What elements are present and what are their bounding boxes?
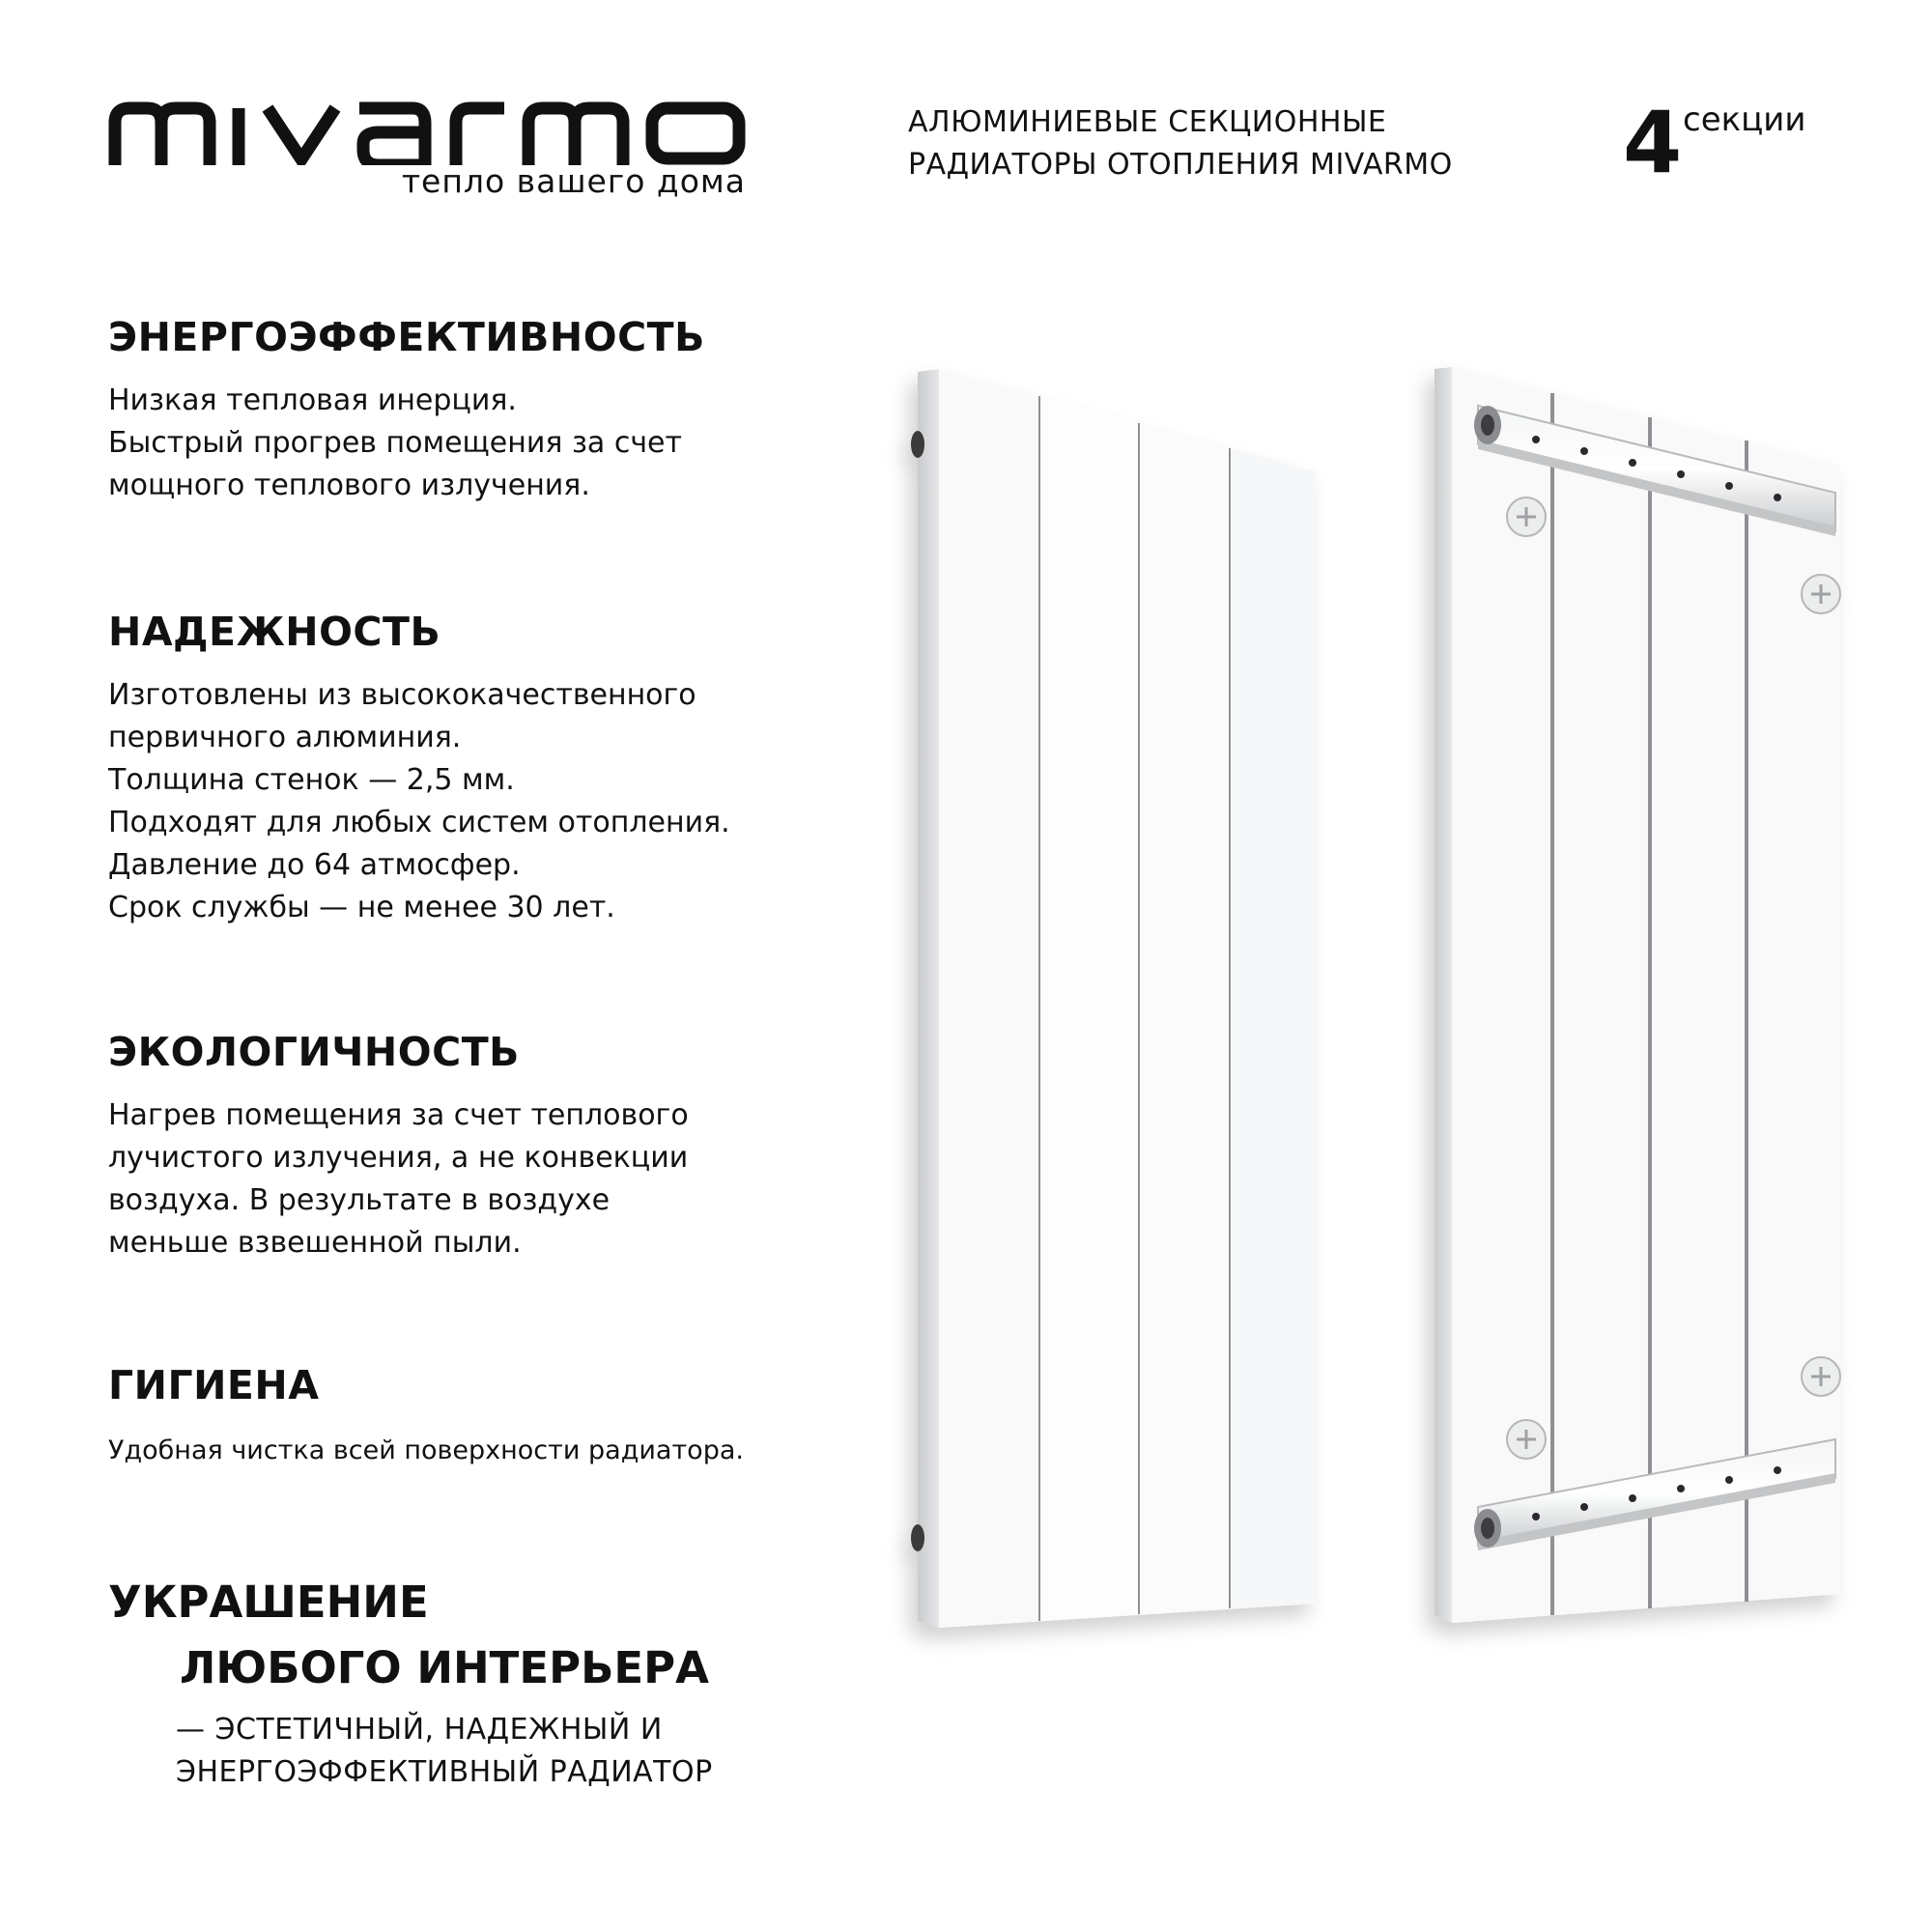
feature-energy-efficiency [108,314,804,507]
feature-text-line: Подходят для любых систем отопления. [108,806,730,839]
feature-text-line: Изготовлены из высококачественного [108,678,696,712]
product-title [908,101,1584,186]
feature-hygiene [108,1362,804,1472]
feature-text-line: меньше взвешенной пыли. [108,1226,522,1260]
closing-slogan [108,1570,842,1794]
slogan-sub-line-1: — ЭСТЕТИЧНЫЙ, НАДЕЖНЫЙ И [176,1713,663,1747]
radiator-front-view [911,369,1316,1628]
feature-heading: ГИГИЕНА [108,1362,320,1408]
feature-heading: НАДЕЖНОСТЬ [108,609,441,655]
feature-text-line: воздуха. В результате в воздухе [108,1183,611,1217]
feature-text-line: Давление до 64 атмосфер. [108,848,521,882]
feature-text-line: Быстрый прогрев помещения за счет [108,426,682,460]
feature-text-line: лучистого излучения, а не конвекции [108,1141,689,1175]
slogan-line-2: ЛЮБОГО ИНТЕРЬЕРА [180,1642,709,1693]
feature-text-line: Толщина стенок — 2,5 мм. [108,763,515,797]
feature-text-line: первичного алюминия. [108,721,462,754]
radiator-product-image [869,348,1874,1719]
brand-tagline: тепло вашего дома [401,162,746,200]
radiator-back-view [1435,367,1840,1623]
feature-reliability [108,609,804,929]
feature-text-line: Удобная чистка всей поверхности радиатора. [108,1435,744,1465]
feature-eco [108,1029,804,1264]
slogan-sub-line-2: ЭНЕРГОЭФФЕКТИВНЫЙ РАДИАТОР [176,1755,713,1789]
brand-logo [108,101,746,165]
feature-heading: ЭКОЛОГИЧНОСТЬ [108,1029,520,1075]
feature-text-line: Срок службы — не менее 30 лет. [108,891,615,924]
sections-label: секции [1683,100,1806,139]
feature-text-line: Нагрев помещения за счет теплового [108,1098,689,1132]
slogan-line-1: УКРАШЕНИЕ [108,1577,429,1628]
sections-count: 4 [1623,93,1683,192]
product-title-line-1: АЛЮМИНИЕВЫЕ СЕКЦИОННЫЕ [908,105,1387,139]
product-title-line-2: РАДИАТОРЫ ОТОПЛЕНИЯ MIVARMO [908,148,1453,182]
feature-heading: ЭНЕРГОЭФФЕКТИВНОСТЬ [108,314,705,360]
feature-text-line: мощного теплового излучения. [108,469,590,502]
feature-text-line: Низкая тепловая инерция. [108,384,517,417]
